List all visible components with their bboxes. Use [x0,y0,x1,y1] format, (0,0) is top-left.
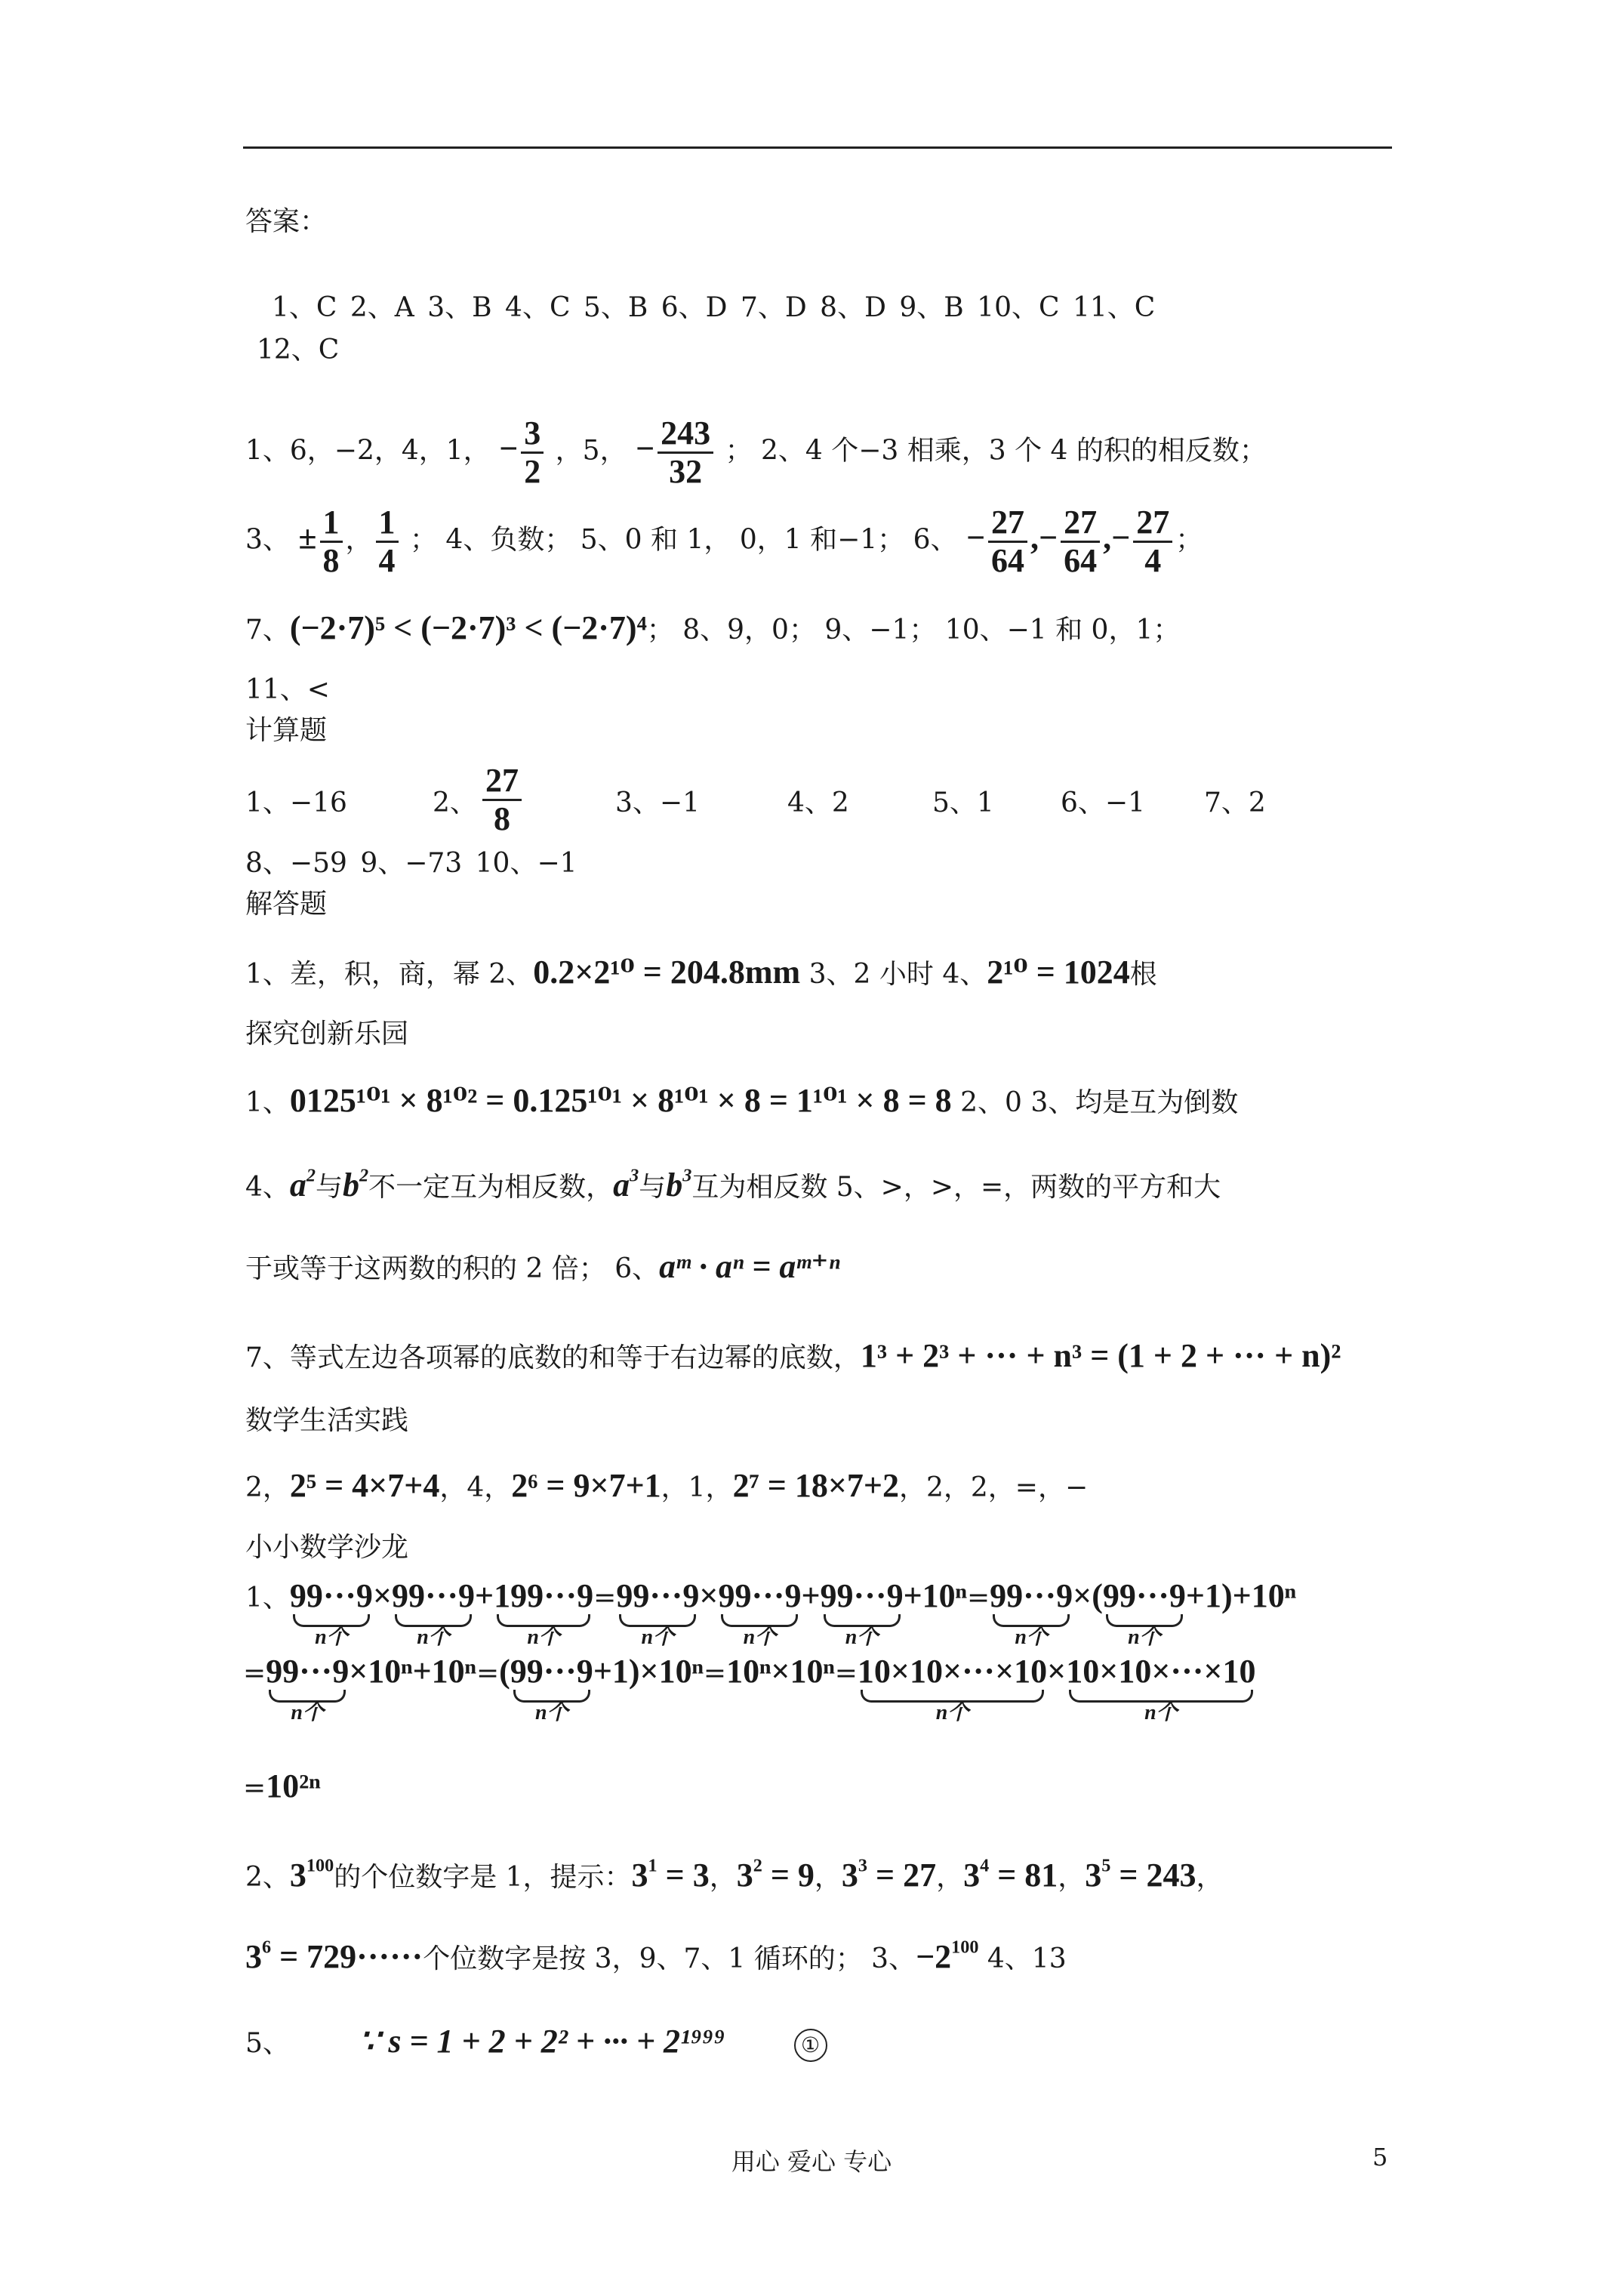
frac-num: 243 [658,415,713,454]
frac-den: 8 [494,800,510,837]
power-list-3: $3^3 = 27$ [841,1855,937,1894]
brace-label: n个 [641,1626,675,1649]
life-text-g: ，2，2，=，− [898,1472,1089,1503]
underbrace-n19 [494,1578,593,1648]
life-expr-2: 2⁶ = 9×7+1 [511,1467,661,1504]
frac-num: 1 [320,504,343,543]
explore-num-4: 4、 [245,1172,290,1203]
explore-text-2: 互为相反数 5、>，>，=，两数的平方和大 [691,1172,1221,1203]
brace-term: 199···9 [494,1577,594,1614]
salon-line-4: 2、$3^{100}$的个位数字是 1，提示：$3^1 = 3$，$3^2 = 9$，$3^3 = 27$，$3^4 = 81$，$3^5 = 243$， [245,1855,1224,1894]
fill-line-2: 3、 ± $\frac{1}{8}$ ， $\frac{1}{4}$ ； 4、负数； 5、0 和 1， 0，1 和−1； 6、 − $\frac{27}{64}$ ,− $\frac{27}{64}$ ,− $\frac{27}{4}$ ； [245,504,1203,579]
brace-term: 99···9 [820,1577,904,1614]
frac-den: 4 [1144,542,1162,579]
frac-den: 32 [669,453,703,490]
minus-sign: − [636,430,655,467]
circled-one-mark: ① [794,2029,827,2062]
brace-label: n个 [1015,1626,1048,1649]
frac-den: 64 [991,542,1025,579]
choice-answers-line2: 12、C [257,334,340,365]
header-rule [243,146,1392,149]
result-expr: 10²ⁿ [266,1767,321,1804]
comma-minus: ,− [1030,519,1058,556]
text-and: 与 [639,1172,667,1203]
frac-num: 27 [1133,504,1172,543]
page-number: 5 [1372,2143,1388,2171]
neg-two-power-100: $-2^{100}$ [916,1937,979,1975]
frac-num: 1 [376,504,399,543]
three-power-100: $3^{100}$ [289,1855,334,1894]
underbrace-n9 [510,1653,593,1724]
salon-line-3 [243,1768,321,1807]
life-text-c: ，4， [439,1472,512,1503]
heading-life: 数学生活实践 [245,1405,409,1436]
solve-expr-2: 2¹⁰ = 1024 [987,954,1130,991]
power-list-6: $3^6 = 729\cdot\cdot\cdot\cdot\cdot\cdot$ [245,1937,423,1975]
life-expr-1: 2⁵ = 4×7+4 [289,1467,440,1504]
explore-line-3 [245,1249,840,1287]
ten-power-n: 10ⁿ [368,1653,413,1690]
brace-label: n个 [417,1626,450,1649]
text-not-opposite: 不一定互为相反数， [368,1172,614,1203]
heading-salon: 小小数学沙龙 [245,1532,409,1563]
calc-5: 5、1 [932,787,994,818]
ten-power-n: 10ⁿ [922,1577,967,1614]
solve-text-e: 根 [1129,959,1157,990]
underbrace-n9 [718,1578,801,1648]
fill-l2-text-a: 3、 [245,524,290,556]
explore-num-1: 1、 [245,1087,290,1118]
underbrace-n9 [990,1578,1073,1648]
fill-l2-text-b: ； 4、负数； 5、0 和 1， 0，1 和−1； 6、 [409,524,958,556]
fraction-1-8 [320,504,343,579]
explore-text-1: 2、0 3、均是互为倒数 [951,1087,1239,1118]
brace-term: 99···9 [990,1577,1073,1614]
frac-num: 3 [521,415,544,454]
plus-minus-sign: ± [298,519,317,556]
heading-calc: 计算题 [245,715,328,746]
solve-expr-1: 0.2×2¹⁰ = 204.8mm [533,954,801,991]
explore-line-1 [245,1083,1238,1121]
footer-text: 用心 爱心 专心 [731,2147,892,2176]
equals-sign: = [966,1583,990,1613]
salon-text-4: 4、13 [978,1943,1067,1974]
b-cubed: $b^3$ [666,1165,692,1203]
frac-num: 27 [1061,504,1100,543]
fill-line-1 [245,415,1267,490]
salon-num-5: 5、 [245,2028,290,2059]
solve-text-a: 1、差，积，商，幂 2、 [245,959,534,990]
power-list-4: $3^4 = 81$ [963,1855,1058,1894]
salon-cycle-text: 个位数字是按 3，9、7、1 循环的； 3、 [423,1943,916,1974]
brace-term: 99···9 [1102,1577,1186,1614]
frac-num: 27 [988,504,1027,543]
fraction-27-64-b [1061,504,1100,579]
underbrace-n9 [616,1578,699,1648]
equals-sign: = [476,1658,500,1689]
explore-line-2 [245,1167,1221,1206]
brace-term: 99···9 [718,1577,802,1614]
power-inequality: (−2·7)⁵ < (−2·7)³ < (−2·7)⁴ [289,609,647,646]
fill-line-3 [245,610,1180,649]
life-text-e: ，1， [661,1472,733,1503]
calc-line-2: 8、−59 9、−73 10、−1 [245,848,577,879]
brace-label: n个 [315,1626,348,1649]
brace-label: n个 [291,1701,324,1724]
solve-line [245,954,1157,993]
salon-hint: 的个位数字是 1，提示： [334,1862,632,1893]
frac-den: 4 [378,542,396,579]
fill-l1-text-b: ，5， [555,435,627,467]
brace-label: n个 [743,1626,777,1649]
choice-answers-line1: 1、C 2、A 3、B 4、C 5、B 6、D 7、D 8、D 9、B 10、C 11、C [272,292,1156,323]
explore-text-3: 于或等于这两数的积的 2 倍； 6、 [245,1253,660,1284]
power-list-5: $3^5 = 243$ [1085,1855,1196,1894]
calc-7: 7、2 [1204,787,1266,818]
life-text-a: 2， [245,1472,290,1503]
explore-line-4 [245,1338,1341,1376]
heading-answers: 答案： [245,206,328,237]
equals-sign: = [834,1658,858,1689]
fill-l3-text-b: ； 8、9，0； 9、−1； 10、−1 和 0，1； [646,615,1181,646]
brace-label: n个 [1144,1701,1178,1724]
brace-label: n个 [845,1626,879,1649]
sum-expr: ∵ s = 1 + 2 + 2² + ··· + 2¹⁹⁹⁹ [359,2023,725,2060]
underbrace-tens [1066,1653,1255,1724]
underbrace-n9 [290,1578,373,1648]
fill-l1-text-c: ； 2、4 个−3 相乘，3 个 4 的积的相反数； [725,435,1267,467]
a-squared: $a^2$ [289,1165,316,1203]
frac-den: 64 [1064,542,1098,579]
comma-minus: ,− [1103,519,1131,556]
life-expr-3: 2⁷ = 18×7+2 [732,1467,899,1504]
underbrace-tens [858,1653,1047,1724]
fraction-1-4 [376,504,399,579]
salon-num-1: 1、 [245,1583,290,1613]
ten-power-n: 10ⁿ [790,1653,835,1690]
salon-line-1: 1、 99···9 n个 × 99···9 n个 + 199···9 n个 = 99···9 n个 × 99···9 n个 + 99···9 n个 +10ⁿ= 99···9 n个 ×( 99···9 n个 +1)+10ⁿ [245,1577,1297,1649]
calc-3: 3、−1 [615,787,700,818]
underbrace-n9 [392,1578,475,1648]
brace-term: 10×10×···×10 [857,1653,1048,1690]
minus-sign: − [499,430,519,467]
explore-expr-6: aᵐ · aⁿ = aᵐ⁺ⁿ [659,1248,840,1285]
brace-term: 99···9 [266,1653,350,1690]
fraction-27-64 [988,504,1027,579]
ten-power-n: 10ⁿ [658,1653,704,1690]
fraction-27-8 [482,763,522,837]
text-and: 与 [316,1172,343,1203]
brace-term: 99···9 [510,1653,593,1690]
explore-expr-7: 1³ + 2³ + ··· + n³ = (1 + 2 + ··· + n)² [860,1337,1341,1374]
brace-label: n个 [527,1626,560,1649]
power-list-2: $3^2 = 9$ [736,1855,815,1894]
explore-expr-1: 0125¹⁰¹ × 8¹⁰² = 0.125¹⁰¹ × 8¹⁰¹ × 8 = 1¹⁰¹ × 8 = 8 [289,1082,952,1119]
salon-num-2: 2、 [245,1862,290,1893]
brace-term: 10×10×···×10 [1066,1653,1256,1690]
ten-power-n: 10ⁿ [726,1653,771,1690]
equals-sign: = [243,1773,266,1804]
solve-text-c: 3、2 小时 4、 [800,959,987,990]
equals-sign: = [703,1658,727,1689]
explore-text-7: 7、等式左边各项幂的底数的和等于右边幂的底数， [245,1342,861,1373]
brace-term: 99···9 [616,1577,700,1614]
ten-power-n: 10ⁿ [431,1653,476,1690]
frac-den: 2 [524,453,541,490]
calc-4: 4、2 [787,787,849,818]
fill-line-4: 11、< [245,674,330,705]
salon-line-5 [245,1939,1067,1977]
brace-label: n个 [935,1701,969,1724]
fraction-27-4 [1133,504,1172,579]
salon-line-2: = 99···9 n个 ×10ⁿ+10ⁿ=( 99···9 n个 +1)×10ⁿ=10ⁿ×10ⁿ= 10×10×···×10 n个 × 10×10×···×10 n个 [243,1653,1256,1724]
ten-power-n: 10ⁿ [1251,1577,1297,1614]
salon-line-6 [245,2023,827,2062]
frac-num: 27 [482,763,522,801]
calc-2: 2、 [433,787,477,818]
power-list-1: $3^1 = 3$ [631,1855,710,1894]
heading-solve: 解答题 [245,889,328,920]
brace-term: 99···9 [289,1577,373,1614]
a-cubed: $a^3$ [613,1165,639,1203]
fraction-243-32 [658,415,713,490]
minus-sign: − [965,519,986,556]
b-squared: $b^2$ [343,1165,369,1203]
heading-explore: 探究创新乐园 [245,1019,409,1049]
underbrace-n9 [821,1578,904,1648]
underbrace-n9 [1103,1578,1186,1648]
fraction-3-2 [521,415,544,490]
frac-den: 8 [322,542,340,579]
equals-sign: = [593,1583,617,1613]
equals-sign: = [243,1658,266,1689]
calc-6: 6、−1 [1061,787,1145,818]
fill-l3-text-a: 7、 [245,615,290,646]
brace-label: n个 [535,1701,568,1724]
life-line [245,1468,1088,1506]
fill-l1-text-a: 1、6，−2，4，1， [245,435,491,467]
brace-label: n个 [1128,1626,1161,1649]
calc-1: 1、−16 [245,787,347,818]
underbrace-n9 [266,1653,349,1724]
brace-term: 99···9 [392,1577,476,1614]
